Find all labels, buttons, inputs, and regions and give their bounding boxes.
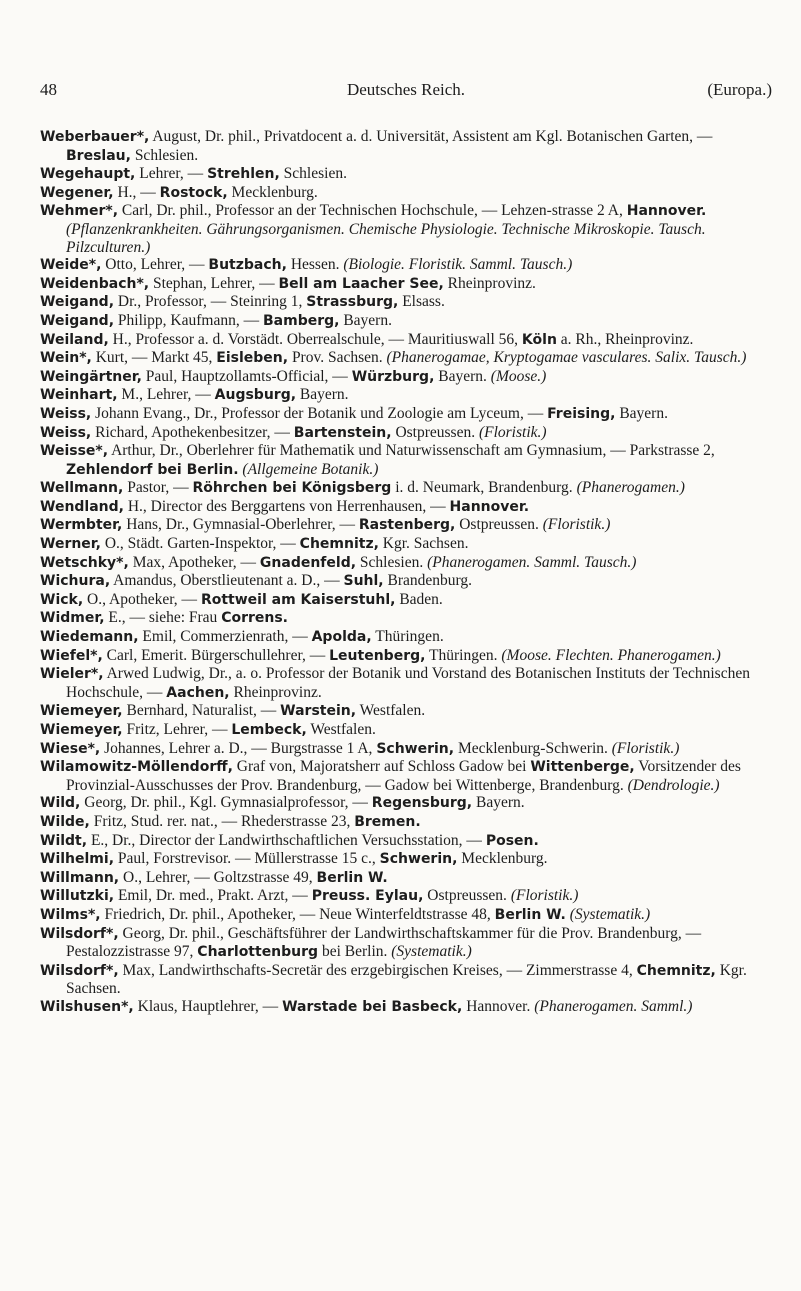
entry-region: Rheinprovinz. (229, 683, 322, 701)
entry-detail: H., — (113, 183, 160, 201)
entry-name: Wilamowitz-Möllendorff, (40, 759, 233, 776)
entry-name: Weiland, (40, 331, 109, 348)
entry-detail: August, Dr. phil., Privatdocent a. d. Universität, Assistent am Kgl. Botanischen Garten, — (149, 128, 713, 145)
entry-name: Weiss, (40, 405, 92, 422)
entry-interests: (Phanerogamen. Samml.) (534, 997, 693, 1015)
entry-name: Wetschky*, (40, 554, 129, 571)
entry-detail: Arthur, Dr., Oberlehrer für Mathematik und Naturwissenschaft am Gymnasium, — Parkstrasse 2, (108, 442, 715, 460)
entry-name: Weisse*, (40, 443, 109, 460)
entry-detail: Hans, Dr., Gymnasial-Oberlehrer, — (122, 516, 359, 534)
entry-name: Wilms*, (40, 906, 101, 923)
entry-region: Mecklenburg. (227, 183, 318, 201)
directory-entry (40, 740, 772, 759)
entry-detail: Arwed Ludwig, Dr., a. o. Professor der Botanik und Vorstand des Botanischen Instituts der Technischen Hochschule, — (66, 665, 750, 701)
entry-name: Weingärtner, (40, 368, 142, 385)
directory-entry (40, 665, 772, 702)
entry-place: Berlin W. (316, 869, 388, 886)
entry-region: Westfalen. (356, 702, 426, 720)
entry-name: Wiemeyer, (40, 722, 123, 738)
entry-name: Wermbter, (40, 517, 123, 534)
entry-place: Butzbach, (208, 257, 287, 274)
entry-region: Schlesien. (356, 553, 428, 571)
entry-region: Kgr. Sachsen. (66, 961, 747, 998)
entry-detail: Max, Landwirthschafts-Secretär des erzgebirgischen Kreises, — Zimmerstrasse 4, (118, 961, 637, 979)
entry-detail: Carl, Dr. phil., Professor an der Technischen Hochschule, — Lehzen-strasse 2 A, (118, 202, 627, 220)
entry-region: Mecklenburg-Schwerin. (454, 739, 612, 757)
entry-detail: Pastor, — (123, 479, 193, 497)
entry-name: Weigand, (40, 312, 115, 329)
directory-entry (40, 442, 772, 479)
entry-region: Brandenburg. (383, 572, 473, 590)
directory-entry (40, 479, 772, 498)
directory-entry (40, 256, 772, 275)
entry-detail: Otto, Lehrer, — (101, 256, 209, 274)
entry-place: Preuss. Eylau, (311, 888, 424, 905)
entry-interests: (Pflanzenkrankheiten. Gährungsorganismen. Chemische Physiologie. Technische Mikroskopie. Tausch. Pilzculturen.) (66, 220, 706, 256)
entry-region: Bayern. (339, 311, 392, 329)
entry-place: Breslau, (66, 147, 131, 164)
entry-place: Suhl, (343, 573, 384, 590)
directory-entry (40, 609, 772, 628)
directory-entry (40, 293, 772, 312)
entry-detail: Fritz, Lehrer, — (122, 721, 232, 738)
entry-region: Bayern. (296, 386, 349, 404)
entry-place: Regensburg, (371, 795, 473, 812)
entry-name: Wilde, (40, 813, 90, 830)
entry-place: Leutenberg, (329, 647, 426, 664)
entry-place: Aachen, (166, 684, 230, 701)
entry-detail: Johannes, Lehrer a. D., — Burgstrasse 1 A, (100, 739, 377, 757)
entry-region: Ostpreussen. (391, 423, 479, 441)
entry-place: Lembeck, (231, 722, 307, 738)
directory-entry (40, 591, 772, 610)
entry-name: Werner, (40, 536, 101, 553)
entry-place: Hannover. (626, 203, 707, 220)
entry-name: Wick, (40, 591, 84, 608)
directory-entry (40, 925, 772, 962)
entry-region: Rheinprovinz. (443, 274, 536, 292)
entry-place: Apolda, (311, 629, 372, 646)
entry-detail: Emil, Commerzienrath, — (138, 628, 312, 646)
entry-name: Wiedemann, (40, 629, 139, 646)
entry-detail: Paul, Forstrevisor. — Müllerstrasse 15 c., (114, 850, 380, 868)
entry-region: Bayern. (472, 794, 525, 812)
entry-name: Wildt, (40, 832, 88, 849)
entry-detail: Carl, Emerit. Bürgerschullehrer, — (102, 646, 330, 664)
entry-detail: O., Lehrer, — Goltzstrasse 49, (119, 868, 317, 886)
entry-place: Bremen. (354, 813, 421, 830)
entry-place: Röhrchen bei Königsberg (192, 480, 392, 497)
entry-interests: (Biologie. Floristik. Samml. Tausch.) (343, 256, 573, 274)
entry-name: Wilsdorf*, (40, 962, 119, 979)
directory-entry (40, 405, 772, 424)
entry-region: Bayern. (615, 404, 668, 422)
entry-region: Prov. Sachsen. (288, 349, 387, 367)
entry-name: Wegehaupt, (40, 166, 136, 183)
entry-name: Wegener, (40, 184, 114, 201)
directory-entry (40, 331, 772, 350)
entry-detail: Bernhard, Naturalist, — (122, 702, 281, 720)
entry-detail: Amandus, Oberstlieutenant a. D., — (110, 572, 344, 590)
entry-region: Schlesien. (130, 146, 199, 164)
entry-detail: Emil, Dr. med., Prakt. Arzt, — (114, 887, 312, 905)
entry-name: Wellmann, (40, 480, 124, 497)
entry-place: Bamberg, (262, 312, 340, 329)
entry-detail: E., — siehe: Frau (104, 609, 222, 627)
entry-place: Wittenberge, (530, 759, 635, 776)
directory-entry (40, 758, 772, 794)
page-number: 48 (40, 80, 57, 99)
entry-detail: Fritz, Stud. rer. nat., — Rhederstrasse 23, (89, 812, 355, 830)
directory-entry (40, 813, 772, 832)
entry-region: Elsass. (398, 293, 445, 311)
entry-place: Charlottenburg (197, 944, 319, 961)
entry-place: Gnadenfeld, (259, 554, 357, 571)
directory-entry (40, 498, 772, 517)
entry-place: Bell am Laacher See, (278, 275, 444, 292)
entry-region: Vorsitzender des Provinzial-Ausschusses der Prov. Brandenburg, — Gadow bei Wittenberge, Brandenburg. (66, 758, 741, 794)
entry-interests: (Dendrologie.) (627, 776, 720, 794)
entry-place: Chemnitz, (299, 536, 379, 553)
entry-name: Wilhelmi, (40, 851, 115, 868)
directory-entry (40, 275, 772, 294)
entry-detail: Georg, Dr. phil., Kgl. Gymnasialprofessor, — (80, 794, 372, 812)
directory-entry (40, 887, 772, 906)
entry-region: Schlesien. (279, 165, 347, 183)
entry-name: Wehmer*, (40, 203, 119, 220)
entry-detail: E., Dr., Director der Landwirthschaftlichen Versuchsstation, — (87, 831, 486, 849)
directory-entry (40, 368, 772, 387)
entry-place: Augsburg, (214, 387, 297, 404)
directory-entry (40, 554, 772, 573)
entry-detail: Lehrer, — (135, 165, 208, 183)
entry-region: i. d. Neumark, Brandenburg. (391, 479, 577, 497)
directory-entry (40, 962, 772, 998)
entry-name: Wiese*, (40, 740, 101, 757)
entry-region: Ostpreussen. (455, 516, 543, 534)
entry-region: Baden. (395, 590, 443, 608)
entry-name: Willmann, (40, 869, 120, 886)
directory-entry (40, 647, 772, 666)
entry-name: Willutzki, (40, 888, 115, 905)
entry-region: Thüringen. (371, 628, 444, 646)
entry-place: Zehlendorf bei Berlin. (66, 461, 239, 478)
directory-entry (40, 850, 772, 869)
directory-entry (40, 572, 772, 591)
entry-place: Berlin W. (494, 906, 566, 923)
directory-entry (40, 794, 772, 813)
entry-detail: Graf von, Majoratsherr auf Schloss Gadow bei (232, 758, 531, 776)
entry-place: Rottweil am Kaiserstuhl, (200, 591, 396, 608)
directory-entry (40, 906, 772, 925)
entry-detail: Kurt, — Markt 45, (91, 349, 217, 367)
directory-entry (40, 869, 772, 888)
entry-region: Hannover. (462, 997, 535, 1015)
entry-interests: (Floristik.) (542, 516, 611, 534)
entry-detail: Max, Apotheker, — (128, 553, 260, 571)
region-label: (Europa.) (707, 80, 772, 99)
entry-place: Rastenberg, (358, 517, 456, 534)
directory-entry (40, 165, 772, 184)
entry-place: Chemnitz, (636, 962, 716, 979)
entry-detail: Paul, Hauptzollamts-Official, — (141, 367, 352, 385)
entry-name: Wild, (40, 795, 81, 812)
entry-name: Weinhart, (40, 387, 118, 404)
entry-name: Wiemeyer, (40, 703, 123, 720)
entry-detail: H., Professor a. d. Vorstädt. Oberrealschule, — Mauritiuswall 56, (108, 330, 522, 348)
entry-place: Posen. (485, 832, 539, 849)
entry-place: Bartenstein, (293, 424, 392, 441)
entry-detail: M., Lehrer, — (117, 386, 215, 404)
page-header (40, 80, 772, 106)
entry-region: Ostpreussen. (423, 887, 511, 905)
directory-entry (40, 832, 772, 851)
entry-interests: (Allgemeine Botanik.) (242, 460, 379, 478)
entry-detail: Friedrich, Dr. phil., Apotheker, — Neue Winterfeldtstrasse 48, (100, 905, 495, 923)
entry-place: Rostock, (159, 184, 228, 201)
entry-detail: Klaus, Hauptlehrer, — (133, 997, 283, 1015)
directory-entry (40, 535, 772, 554)
entry-place: Warstade bei Basbeck, (282, 998, 463, 1015)
entry-interests: (Moose.) (490, 367, 547, 385)
entry-name: Weidenbach*, (40, 275, 150, 292)
entry-interests: (Phanerogamen. Samml. Tausch.) (427, 553, 637, 571)
entry-name: Wein*, (40, 350, 92, 367)
directory-entries (40, 128, 772, 1017)
directory-entry (40, 628, 772, 647)
directory-entry (40, 424, 772, 443)
entry-region: Kgr. Sachsen. (378, 535, 469, 553)
directory-entry (40, 128, 772, 165)
entry-name: Wieler*, (40, 666, 104, 683)
entry-place: Köln (521, 331, 557, 348)
entry-name: Wiefel*, (40, 647, 103, 664)
entry-detail: Stephan, Lehrer, — (149, 274, 279, 292)
entry-place: Würzburg, (351, 368, 435, 385)
directory-entry (40, 202, 772, 256)
page-title: Deutsches Reich. (346, 80, 466, 99)
entry-place: Eisleben, (216, 350, 289, 367)
entry-name: Widmer, (40, 610, 105, 627)
entry-interests: (Systematik.) (569, 905, 651, 923)
directory-entry (40, 184, 772, 203)
entry-region: Hessen. (286, 256, 344, 274)
entry-interests: (Phanerogamae, Kryptogamae vasculares. Salix. Tausch.) (386, 349, 747, 367)
entry-name: Wilsdorf*, (40, 925, 119, 942)
entry-interests: (Systematik.) (391, 943, 472, 961)
entry-place: Hannover. (449, 498, 530, 515)
directory-entry (40, 312, 772, 331)
entry-name: Weide*, (40, 257, 102, 274)
entry-place: Strassburg, (306, 294, 399, 311)
entry-detail: Johann Evang., Dr., Professor der Botanik und Zoologie am Lyceum, — (91, 404, 548, 422)
entry-region: Bayern. (434, 367, 491, 385)
directory-entry (40, 721, 772, 740)
entry-detail: Richard, Apothekenbesitzer, — (91, 423, 294, 441)
entry-place: Strehlen, (207, 166, 280, 183)
entry-region: Mecklenburg. (457, 850, 548, 868)
entry-name: Weigand, (40, 294, 115, 311)
entry-interests: (Floristik.) (510, 887, 579, 905)
directory-entry (40, 998, 772, 1017)
entry-region: a. Rh., Rheinprovinz. (556, 330, 694, 348)
entry-name: Wilshusen*, (40, 998, 134, 1015)
entry-place: Correns. (221, 610, 289, 627)
entry-place: Schwerin, (376, 740, 455, 757)
entry-region: Thüringen. (425, 646, 502, 664)
entry-region: bei Berlin. (318, 943, 392, 961)
entry-detail: O., Städt. Garten-Inspektor, — (100, 535, 300, 553)
entry-interests: (Phanerogamen.) (576, 479, 685, 497)
directory-entry (40, 386, 772, 405)
entry-interests: (Floristik.) (611, 739, 680, 757)
entry-region: Westfalen. (306, 721, 376, 738)
directory-entry (40, 349, 772, 368)
entry-place: Warstein, (280, 703, 357, 720)
entry-detail: O., Apotheker, — (83, 590, 201, 608)
entry-detail: Dr., Professor, — Steinring 1, (114, 293, 307, 311)
directory-entry (40, 702, 772, 721)
directory-entry (40, 516, 772, 535)
entry-interests: (Moose. Flechten. Phanerogamen.) (501, 646, 721, 664)
entry-detail: Georg, Dr. phil., Geschäftsführer der Landwirthschaftskammer für die Prov. Brandenburg, — Pestalozzistrasse 97, (66, 924, 702, 961)
entry-name: Weiss, (40, 424, 92, 441)
entry-name: Weberbauer*, (40, 129, 150, 145)
entry-interests: (Floristik.) (478, 423, 547, 441)
entry-name: Wendland, (40, 498, 124, 515)
entry-place: Schwerin, (379, 851, 458, 868)
entry-detail: Philipp, Kaufmann, — (114, 311, 263, 329)
entry-name: Wichura, (40, 573, 111, 590)
entry-place: Freising, (547, 405, 616, 422)
entry-detail: H., Director des Berggartens von Herrenhausen, — (123, 497, 450, 515)
